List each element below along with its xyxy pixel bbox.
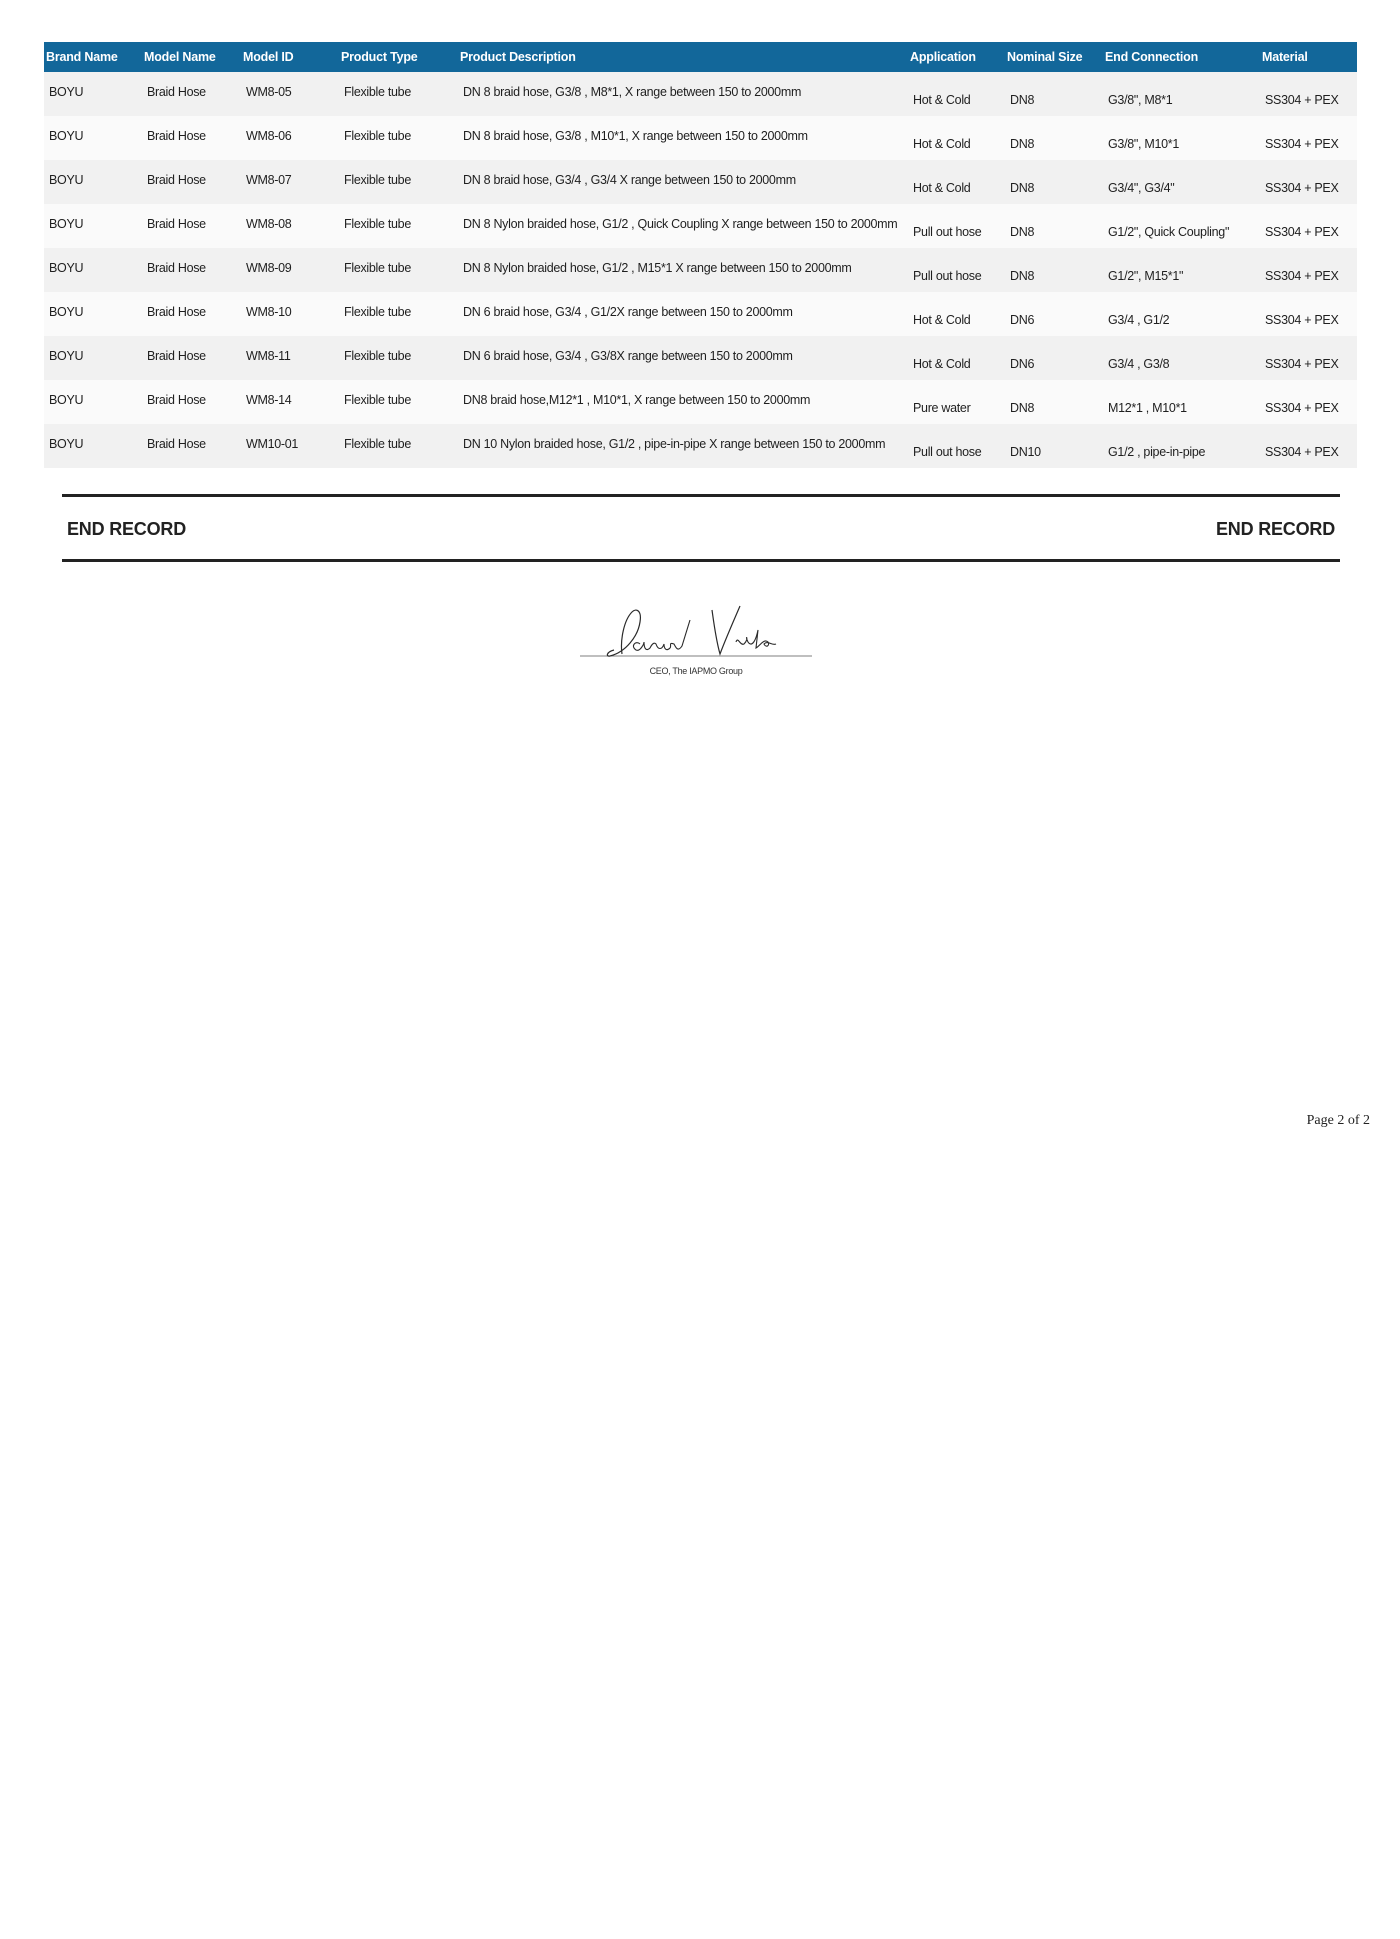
cell-material: SS304 + PEX	[1265, 401, 1339, 415]
column-header-nominal-size: Nominal Size	[1007, 50, 1083, 64]
cell-model-name: Braid Hose	[147, 393, 206, 407]
cell-model-name: Braid Hose	[147, 129, 206, 143]
cell-model-id: WM8-11	[246, 349, 291, 363]
cell-product-type: Flexible tube	[344, 393, 411, 407]
cell-model-id: WM8-09	[246, 261, 292, 275]
cell-brand-name: BOYU	[49, 129, 84, 143]
cell-model-name: Braid Hose	[147, 85, 206, 99]
cell-application: Pull out hose	[913, 269, 982, 283]
cell-end-connection: G3/8", M8*1	[1108, 93, 1173, 107]
cell-model-id: WM8-10	[246, 305, 292, 319]
cell-product-description: DN 8 braid hose, G3/8 , M8*1, X range between 150 to 2000mm	[463, 85, 802, 99]
table-row	[44, 116, 1357, 160]
cell-application: Hot & Cold	[913, 93, 971, 107]
signature-title: CEO, The IAPMO Group	[649, 666, 743, 676]
cell-application: Hot & Cold	[913, 357, 971, 371]
cell-product-description: DN 8 braid hose, G3/4 , G3/4 X range between 150 to 2000mm	[463, 173, 796, 187]
cell-brand-name: BOYU	[49, 305, 84, 319]
product-listing-table	[44, 42, 1357, 468]
table-header-row	[44, 42, 1357, 72]
end-record-band	[62, 494, 1340, 562]
cell-product-description: DN 8 Nylon braided hose, G1/2 , Quick Coupling X range between 150 to 2000mm	[463, 217, 898, 231]
cell-product-description: DN 6 braid hose, G3/4 , G3/8X range between 150 to 2000mm	[463, 349, 793, 363]
column-header-material: Material	[1262, 50, 1308, 64]
cell-model-id: WM8-14	[246, 393, 292, 407]
cell-product-description: DN 8 Nylon braided hose, G1/2 , M15*1 X range between 150 to 2000mm	[463, 261, 852, 275]
cell-brand-name: BOYU	[49, 85, 84, 99]
cell-model-name: Braid Hose	[147, 173, 206, 187]
table-row	[44, 336, 1357, 380]
end-record-label-left: END RECORD	[67, 519, 187, 539]
cell-material: SS304 + PEX	[1265, 269, 1339, 283]
cell-brand-name: BOYU	[49, 173, 84, 187]
cell-nominal-size: DN8	[1010, 225, 1035, 239]
cell-material: SS304 + PEX	[1265, 445, 1339, 459]
column-header-model-id: Model ID	[243, 50, 294, 64]
column-header-brand-name: Brand Name	[46, 50, 118, 64]
cell-product-type: Flexible tube	[344, 349, 411, 363]
cell-end-connection: M12*1 , M10*1	[1108, 401, 1187, 415]
cell-product-type: Flexible tube	[344, 217, 411, 231]
cell-application: Pure water	[913, 401, 971, 415]
cell-material: SS304 + PEX	[1265, 225, 1339, 239]
cell-end-connection: G3/8", M10*1	[1108, 137, 1180, 151]
table-row	[44, 424, 1357, 468]
cell-nominal-size: DN8	[1010, 181, 1035, 195]
cell-brand-name: BOYU	[49, 217, 84, 231]
cell-nominal-size: DN6	[1010, 313, 1035, 327]
end-record-label-right: END RECORD	[1215, 519, 1335, 539]
cell-model-name: Braid Hose	[147, 217, 206, 231]
cell-nominal-size: DN8	[1010, 401, 1035, 415]
cell-product-type: Flexible tube	[344, 437, 411, 451]
table-row	[44, 248, 1357, 292]
cell-model-name: Braid Hose	[147, 349, 206, 363]
table-row	[44, 204, 1357, 248]
column-header-application: Application	[910, 50, 976, 64]
cell-application: Pull out hose	[913, 445, 982, 459]
cell-end-connection: G1/2", Quick Coupling"	[1108, 225, 1230, 239]
table-row	[44, 292, 1357, 336]
cell-brand-name: BOYU	[49, 393, 84, 407]
cell-product-type: Flexible tube	[344, 85, 411, 99]
page-number: Page 2 of 2	[1306, 1113, 1370, 1128]
column-header-end-connection: End Connection	[1105, 50, 1199, 64]
cell-application: Pull out hose	[913, 225, 982, 239]
cell-product-description: DN 10 Nylon braided hose, G1/2 , pipe-in-pipe X range between 150 to 2000mm	[463, 437, 886, 451]
column-header-product-description: Product Description	[460, 50, 576, 64]
cell-model-name: Braid Hose	[147, 261, 206, 275]
cell-model-id: WM8-05	[246, 85, 292, 99]
cell-application: Hot & Cold	[913, 137, 971, 151]
cell-nominal-size: DN10	[1010, 445, 1041, 459]
cell-brand-name: BOYU	[49, 349, 84, 363]
cell-product-description: DN8 braid hose,M12*1 , M10*1, X range between 150 to 2000mm	[463, 393, 811, 407]
cell-nominal-size: DN6	[1010, 357, 1035, 371]
cell-product-type: Flexible tube	[344, 261, 411, 275]
cell-model-name: Braid Hose	[147, 305, 206, 319]
cell-brand-name: BOYU	[49, 437, 84, 451]
cell-model-id: WM8-06	[246, 129, 292, 143]
cell-product-description: DN 6 braid hose, G3/4 , G1/2X range between 150 to 2000mm	[463, 305, 793, 319]
table-row	[44, 72, 1357, 116]
cell-material: SS304 + PEX	[1265, 181, 1339, 195]
cell-brand-name: BOYU	[49, 261, 84, 275]
cell-end-connection: G3/4 , G1/2	[1108, 313, 1170, 327]
cell-product-type: Flexible tube	[344, 129, 411, 143]
cell-application: Hot & Cold	[913, 181, 971, 195]
cell-nominal-size: DN8	[1010, 137, 1035, 151]
cell-material: SS304 + PEX	[1265, 93, 1339, 107]
cell-nominal-size: DN8	[1010, 269, 1035, 283]
cell-end-connection: G1/2", M15*1"	[1108, 269, 1184, 283]
cell-material: SS304 + PEX	[1265, 357, 1339, 371]
signature-block	[580, 600, 812, 680]
cell-product-type: Flexible tube	[344, 305, 411, 319]
cell-model-name: Braid Hose	[147, 437, 206, 451]
cell-product-type: Flexible tube	[344, 173, 411, 187]
cell-product-description: DN 8 braid hose, G3/8 , M10*1, X range between 150 to 2000mm	[463, 129, 808, 143]
column-header-product-type: Product Type	[341, 50, 418, 64]
table-row	[44, 160, 1357, 204]
cell-application: Hot & Cold	[913, 313, 971, 327]
handwritten-signature	[580, 600, 812, 664]
cell-model-id: WM10-01	[246, 437, 299, 451]
cell-material: SS304 + PEX	[1265, 137, 1339, 151]
cell-end-connection: G3/4 , G3/8	[1108, 357, 1170, 371]
column-header-model-name: Model Name	[144, 50, 216, 64]
cell-model-id: WM8-08	[246, 217, 292, 231]
table-body	[44, 72, 1357, 468]
cell-end-connection: G3/4", G3/4"	[1108, 181, 1175, 195]
cell-nominal-size: DN8	[1010, 93, 1035, 107]
table-row	[44, 380, 1357, 424]
cell-model-id: WM8-07	[246, 173, 292, 187]
cell-end-connection: G1/2 , pipe-in-pipe	[1108, 445, 1206, 459]
cell-material: SS304 + PEX	[1265, 313, 1339, 327]
